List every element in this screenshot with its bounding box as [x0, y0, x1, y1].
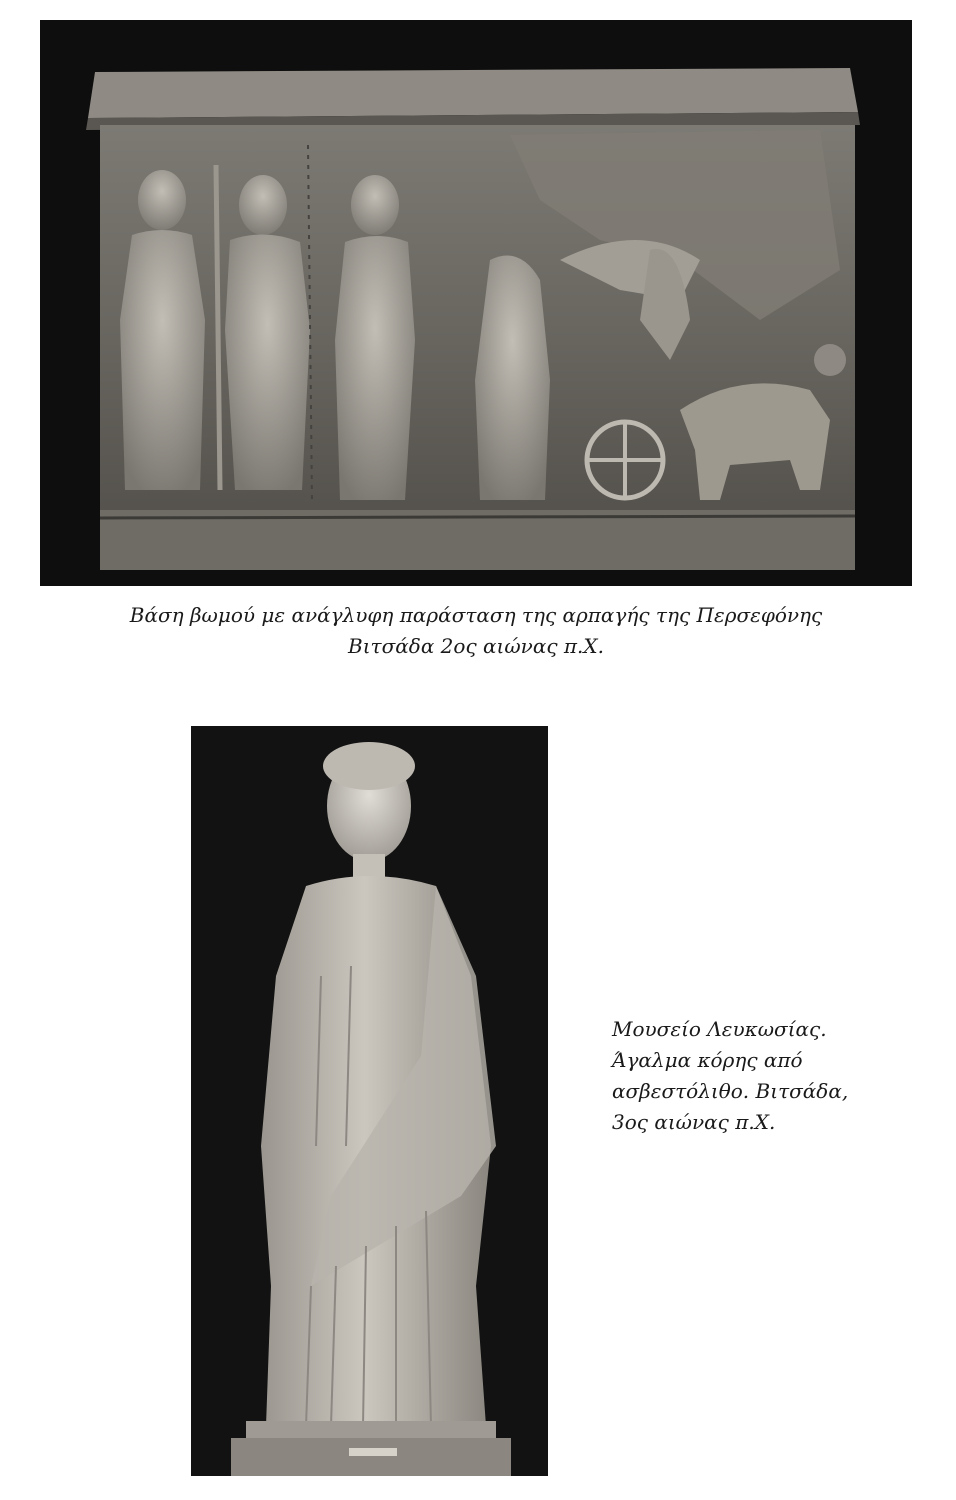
caption-line: Άγαλμα κόρης από: [612, 1048, 803, 1072]
altar-relief-photo: [40, 20, 912, 586]
altar-relief-image: [40, 20, 912, 586]
statue-photo: [191, 726, 548, 1476]
plinth-label: [349, 1448, 397, 1456]
relief-figure: [475, 256, 550, 501]
caption-line: Βιτσάδα 2ος αιώνας π.Χ.: [348, 634, 604, 658]
statue-caption: [612, 1014, 932, 1138]
altar-caption: [40, 600, 912, 662]
caption-line: ασβεστόλιθο. Βιτσάδα,: [612, 1079, 849, 1103]
caption-line: 3ος αιώνας π.Χ.: [612, 1110, 776, 1134]
caption-line: Βάση βωμού με ανάγλυφη παράσταση της αρπαγής της Περσεφόνης: [129, 603, 823, 627]
caption-line: Μουσείο Λευκωσίας.: [612, 1017, 827, 1041]
statue-image: [191, 726, 548, 1476]
